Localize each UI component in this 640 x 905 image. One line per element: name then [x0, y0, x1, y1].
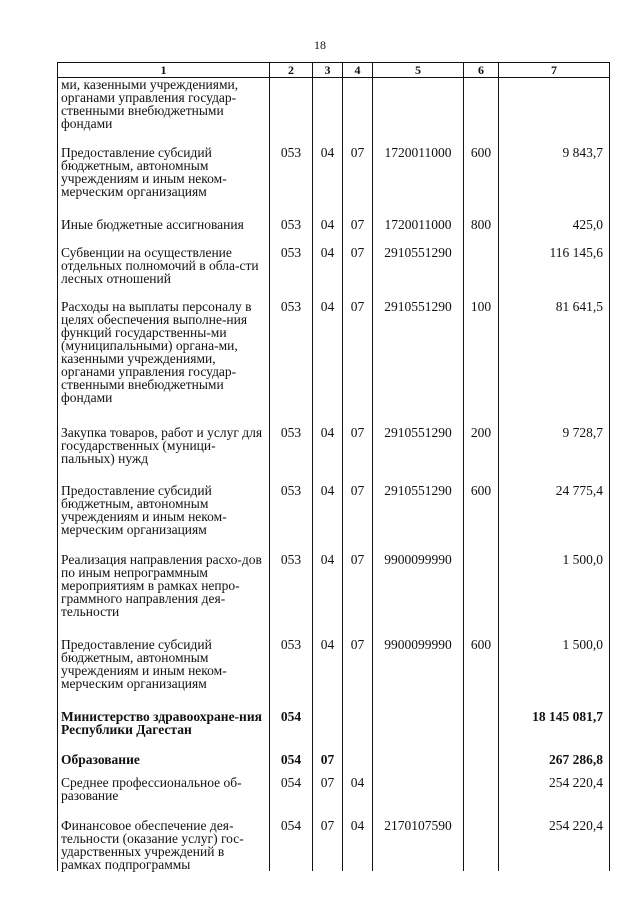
row-section: 04 [313, 218, 343, 246]
page-number: 18 [314, 38, 326, 52]
table-row [58, 218, 610, 246]
row-section [313, 78, 343, 147]
row-code: 053 [270, 553, 313, 638]
row-section: 04 [313, 638, 343, 710]
column-header-description: 1 [58, 63, 270, 78]
row-description: Закупка товаров, работ и услуг для государственных (муници-пальных) нужд [58, 426, 270, 484]
table-row [58, 300, 610, 426]
row-section: 04 [313, 300, 343, 426]
row-expense-type [464, 710, 499, 753]
row-code: 054 [270, 710, 313, 753]
row-subsection [343, 710, 373, 753]
row-code: 053 [270, 218, 313, 246]
table-row [58, 146, 610, 218]
row-description: Субвенции на осуществление отдельных полномочий в обла-сти лесных отношений [58, 246, 270, 300]
row-amount: 254 220,4 [499, 819, 610, 871]
column-header-subsection: 4 [343, 63, 373, 78]
row-code: 053 [270, 426, 313, 484]
row-amount [499, 78, 610, 147]
table-row [58, 753, 610, 776]
row-expense-type: 600 [464, 484, 499, 553]
row-description: Образование [58, 753, 270, 776]
table-row [58, 78, 610, 147]
row-target: 1720011000 [373, 146, 464, 218]
row-target: 2910551290 [373, 484, 464, 553]
row-code: 053 [270, 246, 313, 300]
row-expense-type [464, 776, 499, 819]
row-amount: 425,0 [499, 218, 610, 246]
row-amount: 254 220,4 [499, 776, 610, 819]
row-subsection: 07 [343, 553, 373, 638]
row-code: 054 [270, 819, 313, 871]
row-description: Министерство здравоохране-ния Республики Дагестан [58, 710, 270, 753]
row-description: Предоставление субсидий бюджетным, автономным учреждениям и иным неком-мерческим организациям [58, 146, 270, 218]
row-expense-type: 600 [464, 146, 499, 218]
row-amount: 18 145 081,7 [499, 710, 610, 753]
table-row [58, 710, 610, 753]
row-target: 2910551290 [373, 300, 464, 426]
row-code: 053 [270, 146, 313, 218]
column-header-expense-type: 6 [464, 63, 499, 78]
row-subsection: 07 [343, 426, 373, 484]
row-target: 2170107590 [373, 819, 464, 871]
column-header-code: 2 [270, 63, 313, 78]
row-description: Предоставление субсидий бюджетным, автономным учреждениям и иным неком-мерческим организациям [58, 638, 270, 710]
row-expense-type [464, 753, 499, 776]
row-description: ми, казенными учреждениями, органами управления государ-ственными внебюджетными фондами [58, 78, 270, 147]
row-target: 2910551290 [373, 246, 464, 300]
row-expense-type [464, 553, 499, 638]
row-description: Реализация направления расхо-дов по иным непрограммным мероприятиям в рамках непро-граммного направления дея-тельности [58, 553, 270, 638]
row-section [313, 710, 343, 753]
row-expense-type [464, 819, 499, 871]
table-row [58, 638, 610, 710]
row-target: 9900099990 [373, 553, 464, 638]
row-amount: 267 286,8 [499, 753, 610, 776]
row-section: 04 [313, 146, 343, 218]
column-header-target: 5 [373, 63, 464, 78]
row-description: Среднее профессиональное об-разование [58, 776, 270, 819]
row-expense-type: 600 [464, 638, 499, 710]
table-row [58, 426, 610, 484]
row-section: 04 [313, 246, 343, 300]
row-target: 1720011000 [373, 218, 464, 246]
column-header-amount: 7 [499, 63, 610, 78]
row-amount: 9 843,7 [499, 146, 610, 218]
row-subsection [343, 78, 373, 147]
row-subsection: 07 [343, 300, 373, 426]
row-target [373, 78, 464, 147]
row-section: 04 [313, 426, 343, 484]
row-expense-type: 800 [464, 218, 499, 246]
row-code: 054 [270, 753, 313, 776]
row-description: Расходы на выплаты персоналу в целях обеспечения выполне-ния функций государственны-ми (муниципальными) органа-ми, казенными учреждениями, органами управления государ-ственными внебюджетными фондами [58, 300, 270, 426]
row-subsection [343, 753, 373, 776]
column-header-section: 3 [313, 63, 343, 78]
row-amount: 116 145,6 [499, 246, 610, 300]
row-expense-type [464, 78, 499, 147]
row-code: 054 [270, 776, 313, 819]
table-row [58, 819, 610, 871]
row-section: 07 [313, 819, 343, 871]
table-row [58, 246, 610, 300]
row-target [373, 776, 464, 819]
row-subsection: 07 [343, 246, 373, 300]
row-target: 9900099990 [373, 638, 464, 710]
row-code: 053 [270, 300, 313, 426]
row-amount: 1 500,0 [499, 553, 610, 638]
row-description: Иные бюджетные ассигнования [58, 218, 270, 246]
row-subsection: 07 [343, 218, 373, 246]
row-expense-type [464, 246, 499, 300]
row-amount: 9 728,7 [499, 426, 610, 484]
row-subsection: 07 [343, 146, 373, 218]
row-amount: 24 775,4 [499, 484, 610, 553]
row-section: 07 [313, 776, 343, 819]
row-target [373, 710, 464, 753]
budget-table [57, 62, 610, 871]
row-amount: 1 500,0 [499, 638, 610, 710]
row-target [373, 753, 464, 776]
row-subsection: 07 [343, 638, 373, 710]
row-subsection: 04 [343, 776, 373, 819]
row-section: 04 [313, 484, 343, 553]
row-code: 053 [270, 638, 313, 710]
table-row [58, 553, 610, 638]
row-code: 053 [270, 484, 313, 553]
row-subsection: 07 [343, 484, 373, 553]
header-row [58, 63, 610, 78]
row-subsection: 04 [343, 819, 373, 871]
row-description: Финансовое обеспечение дея-тельности (оказание услуг) гос-ударственных учреждений в рамках подпрограммы [58, 819, 270, 871]
row-target: 2910551290 [373, 426, 464, 484]
table-row [58, 484, 610, 553]
row-section: 04 [313, 553, 343, 638]
row-expense-type: 100 [464, 300, 499, 426]
table-row [58, 776, 610, 819]
row-description: Предоставление субсидий бюджетным, автономным учреждениям и иным неком-мерческим организациям [58, 484, 270, 553]
row-section: 07 [313, 753, 343, 776]
row-code [270, 78, 313, 147]
row-expense-type: 200 [464, 426, 499, 484]
row-amount: 81 641,5 [499, 300, 610, 426]
